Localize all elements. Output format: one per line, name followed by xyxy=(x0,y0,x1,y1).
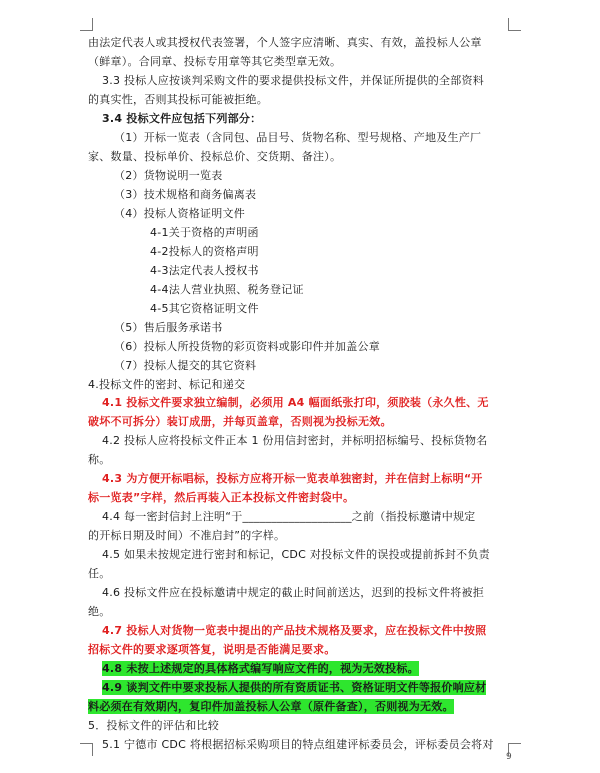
crop-mark-bottom-left xyxy=(80,743,93,756)
text-line: 任。 xyxy=(88,567,111,580)
text-line: 家、数量、投标单价、投标总价、交货期、备注）。 xyxy=(88,150,342,163)
highlight-text: 料必须在有效期内，复印件加盖投标人公章（原件备查），否则视为无效。 xyxy=(88,700,454,713)
red-clause: 标一览表”字样，然后再装入正本投标文件密封袋中。 xyxy=(88,491,355,504)
red-clause: 招标文件的要求逐项答复，说明是否能满足要求。 xyxy=(88,643,336,656)
section-heading: 3.4 投标文件应包括下列部分： xyxy=(102,112,262,125)
sub-list-item: 4-2投标人的资格声明 xyxy=(150,245,259,258)
list-item: （5）售后服务承诺书 xyxy=(114,321,223,334)
highlight-text: 4.9 谈判文件中要求投标人提供的所有资质证书、资格证明文件等报价响应材 xyxy=(102,681,487,694)
text-line: 称。 xyxy=(88,453,111,466)
text-line: 4.4 每一密封信封上注明“于___________________之前（指投标邀请中规定 xyxy=(102,510,476,523)
crop-mark-top-right xyxy=(508,18,521,31)
red-clause: 破坏不可拆分）装订成册，并每页盖章，否则视为投标无效。 xyxy=(88,415,392,428)
list-item: （4）投标人资格证明文件 xyxy=(114,207,245,220)
red-clause: 4.1 投标文件要求独立编制，必须用 A4 幅面纸张打印，须胶装（永久性、无 xyxy=(102,396,489,409)
sub-list-item: 4-4法人营业执照、税务登记证 xyxy=(150,283,304,296)
list-item: （2）货物说明一览表 xyxy=(114,169,223,182)
text-line: 的开标日期及时间）不准启封”的字样。 xyxy=(88,529,286,542)
text-line: 5.1 宁德市 CDC 将根据招标采购项目的特点组建评标委员会，评标委员会将对 xyxy=(102,738,494,751)
highlighted-clause xyxy=(102,662,419,676)
sub-list-item: 4-5其它资格证明文件 xyxy=(150,302,259,315)
list-item: （3）技术规格和商务偏离表 xyxy=(114,188,257,201)
highlighted-clause xyxy=(102,681,486,695)
crop-mark-top-left xyxy=(80,18,93,31)
text-line: 绝。 xyxy=(88,605,111,618)
highlight-text: 4.8 未按上述规定的具体格式编写响应文件的，视为无效投标。 xyxy=(102,662,419,675)
text-line: 4.2 投标人应将投标文件正本 1 份用信封密封，并标明招标编号、投标货物名 xyxy=(102,434,488,447)
text-line: 4.5 如果未按规定进行密封和标记，CDC 对投标文件的误投或提前拆封不负责 xyxy=(102,548,490,561)
text-line: 4.6 投标文件应在投标邀请中规定的截止时间前送达，迟到的投标文件将被拒 xyxy=(102,586,484,599)
text-line: （1）开标一览表（含同包、品目号、货物名称、型号规格、产地及生产厂 xyxy=(114,131,482,144)
section-heading: 4.投标文件的密封、标记和递交 xyxy=(88,378,246,391)
list-item: （7）投标人提交的其它资料 xyxy=(114,359,257,372)
section-heading: 5．投标文件的评估和比较 xyxy=(88,719,219,732)
sub-list-item: 4-1关于资格的声明函 xyxy=(150,226,259,239)
red-clause: 4.7 投标人对货物一览表中提出的产品技术规格及要求，应在投标文件中按照 xyxy=(102,624,487,637)
text-line: 的真实性，否则其投标可能被拒绝。 xyxy=(88,93,268,106)
highlighted-clause xyxy=(88,700,454,714)
text-line: 3.3 投标人应按谈判采购文件的要求提供投标文件，并保证所提供的全部资料 xyxy=(102,74,484,87)
text-line: （鲜章）。合同章、投标专用章等其它类型章无效。 xyxy=(88,55,342,68)
page-number: 9 xyxy=(506,752,512,762)
text-line: 由法定代表人或其授权代表签署，个人签字应清晰、真实、有效，盖投标人公章 xyxy=(88,36,482,49)
sub-list-item: 4-3法定代表人授权书 xyxy=(150,264,259,277)
list-item: （6）投标人所投货物的彩页资料或影印件并加盖公章 xyxy=(114,340,380,353)
red-clause: 4.3 为方便开标唱标，投标方应将开标一览表单独密封，并在信封上标明“开 xyxy=(102,472,483,485)
